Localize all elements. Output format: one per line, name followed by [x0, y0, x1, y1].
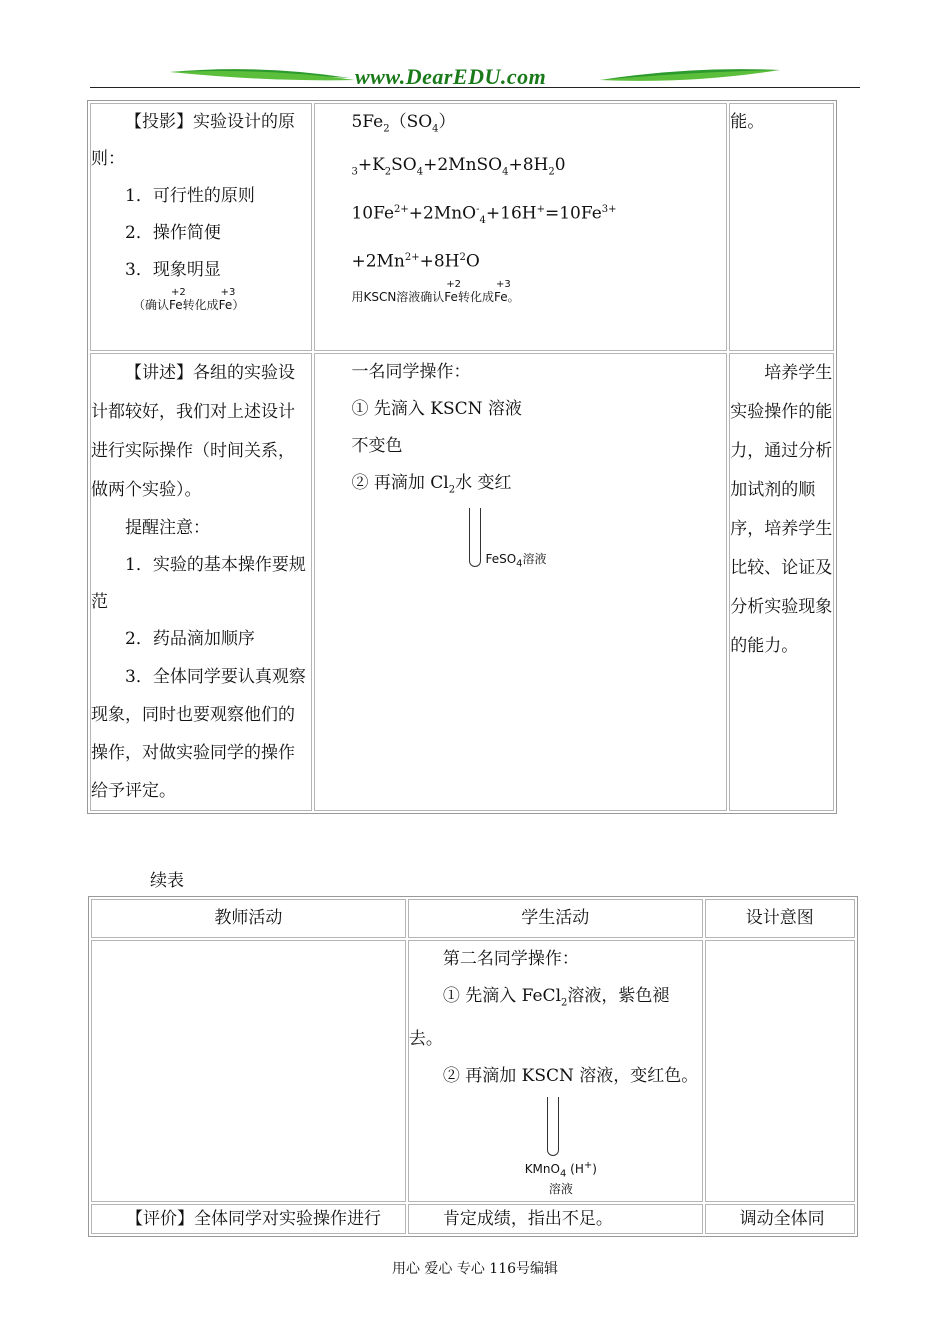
design-cell — [705, 1204, 855, 1234]
lesson-table-1 — [87, 100, 837, 814]
element-symbol: Fe — [444, 290, 458, 305]
tube-label: FeSO$_4$溶液 — [485, 552, 547, 570]
teacher-text: 【讲述】各组的实验设计都较好，我们对上述设计进行实际操作（时间关系，做两个实验）。 — [91, 363, 295, 500]
design-text: 培养学生实验操作的能力，通过分析加试剂的顺序，培养学生比较、论证及分析实验现象的能力。 — [730, 363, 833, 656]
fe-conversion-note — [351, 279, 726, 310]
student-text: 不变色 — [351, 436, 403, 456]
note-text: 转化成 — [457, 290, 494, 305]
student-cell — [408, 940, 703, 1202]
test-tube-figure — [351, 508, 726, 608]
design-cell — [729, 103, 834, 351]
oxidation-state: +2 — [171, 287, 186, 298]
list-item: 3．全体同学要认真观察现象，同时也要观察他们的操作，对做实验同学的操作给予评定。 — [91, 667, 306, 801]
equation-line: $5Fe_2(SO_4)$ — [351, 112, 456, 135]
list-item: 2．药品滴加顺序 — [125, 629, 255, 649]
note-text: 。 — [507, 290, 520, 305]
teacher-text: 则： — [91, 149, 125, 169]
student-cell — [314, 353, 727, 811]
column-header: 学生活动 — [408, 899, 703, 938]
oxidation-state: +3 — [495, 279, 511, 291]
lesson-table-2 — [88, 896, 858, 1237]
table-row — [91, 940, 855, 1202]
note-text: 转化成 — [182, 298, 219, 312]
teacher-text: 【投影】实验设计的原 — [125, 112, 295, 132]
oxidation-state: +3 — [220, 287, 236, 298]
design-cell — [729, 353, 834, 811]
table-row — [90, 353, 834, 811]
page-footer: 用心 爱心 专心 116号编辑 — [391, 1261, 559, 1277]
design-cell — [705, 940, 855, 1202]
table-header-row — [91, 899, 855, 938]
element-symbol: Fe — [218, 298, 233, 312]
list-item: 3．现象明显 — [125, 260, 221, 280]
student-cell — [408, 1204, 703, 1234]
ionic-equation-line: $10Fe^{2+}+2MnO^-_4+16H^+=10Fe^{3+}$ — [351, 203, 617, 226]
site-logo-text[interactable]: www.DearEDU.com — [355, 64, 547, 89]
note-text: （确认 — [133, 298, 170, 312]
student-text: 肯定成绩，指出不足。 — [442, 1209, 613, 1229]
test-tube-figure — [409, 1095, 702, 1195]
student-text: ① 先滴入 KSCN 溶液 — [351, 399, 522, 419]
teacher-cell — [91, 1204, 406, 1234]
header-rule — [90, 87, 860, 88]
student-text: ② 再滴加 $Cl_2$水 变红 — [351, 473, 512, 496]
student-text: 一名同学操作： — [351, 362, 471, 382]
test-tube-icon — [469, 508, 481, 567]
continued-table-caption: 续表 — [150, 871, 184, 891]
note-text: 用KSCN溶液确认 — [351, 290, 445, 305]
teacher-cell — [91, 940, 406, 1202]
student-text: ② 再滴加 KSCN 溶液，变红色。 — [442, 1066, 699, 1087]
tube-label: KMnO$_4$ (H+) 溶液 — [524, 1160, 597, 1196]
teacher-cell — [90, 103, 312, 351]
element-symbol: Fe — [493, 290, 508, 305]
list-item: 1．可行性的原则 — [125, 186, 255, 206]
fe-conversion-note — [133, 287, 311, 317]
equation-line: $_3+K_2SO_4+2MnSO_4+8H_20$ — [351, 155, 566, 178]
column-header: 设计意图 — [705, 899, 855, 938]
design-text: 调动全体同 — [739, 1209, 825, 1229]
element-symbol: Fe — [169, 298, 183, 312]
test-tube-icon — [547, 1097, 559, 1156]
teacher-text: 提醒注意： — [125, 518, 210, 538]
student-cell — [314, 103, 727, 351]
note-text: ） — [232, 298, 245, 312]
list-item: 1．实验的基本操作要规范 — [91, 555, 306, 612]
table-row — [91, 1204, 855, 1234]
design-text: 能。 — [730, 112, 765, 132]
student-text: ① 先滴入 FeCl$_2$溶液，紫色褪去。 — [408, 986, 670, 1050]
list-item: 2．操作简便 — [125, 223, 221, 243]
table-row — [90, 103, 834, 351]
student-text: 第二名同学操作： — [442, 949, 579, 969]
teacher-cell — [90, 353, 312, 811]
teacher-text: 【评价】全体同学对实验操作进行 — [126, 1209, 381, 1229]
column-header: 教师活动 — [91, 899, 406, 938]
oxidation-state: +2 — [446, 279, 462, 291]
ionic-equation-line: $+2Mn^{2+}+8H^2O$ — [351, 251, 480, 272]
